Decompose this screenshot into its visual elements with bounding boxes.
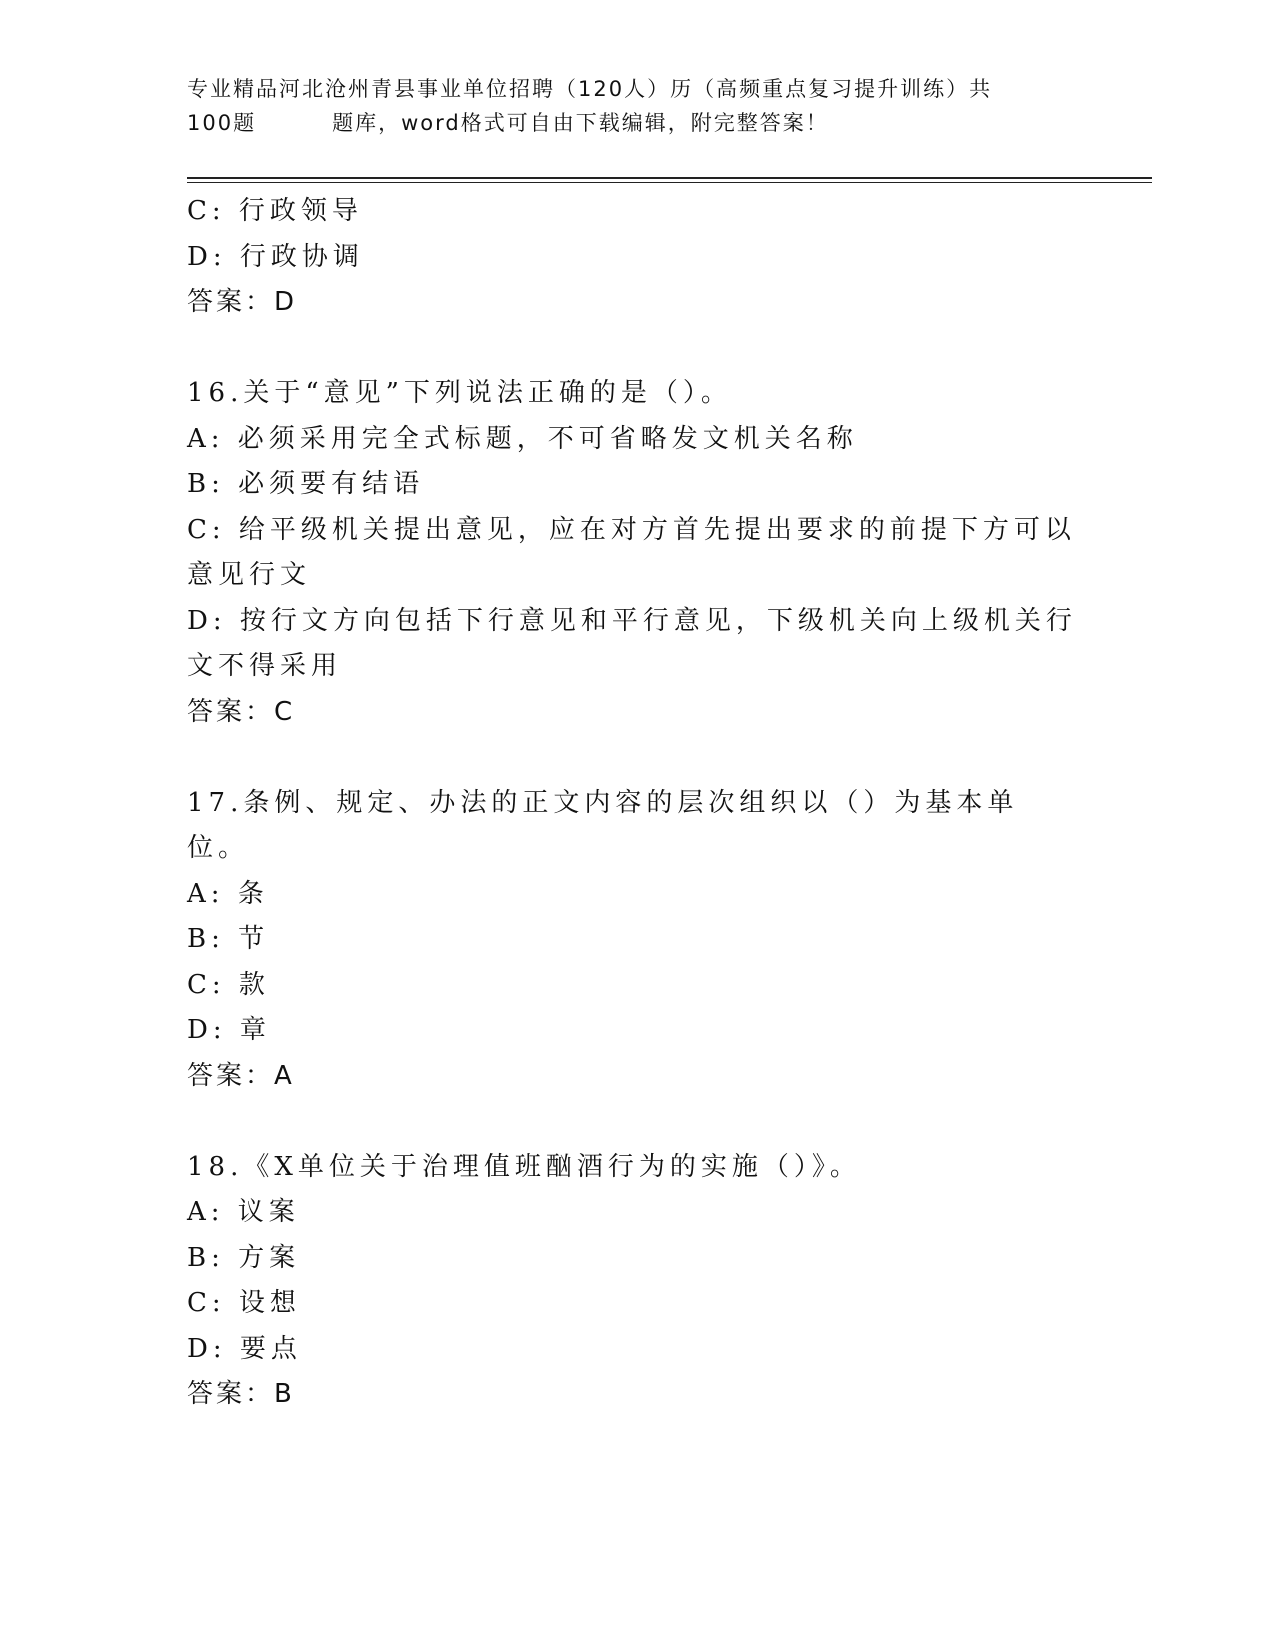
answer-line: 答案：C [187,696,296,727]
option-b: B: 方案 [187,1242,301,1273]
option-c: C: 给平级机关提出意见，应在对方首先提出要求的前提下方可以意见行文 [187,514,1076,590]
question-list [187,189,1077,1418]
question-stem: 16.关于“意见”下列说法正确的是（）。 [187,378,732,408]
header-question-count: 100题 [187,111,257,135]
option-c: C: 行政领导 [187,196,363,226]
header-title-line2 [187,106,1067,140]
answer-line: 答案：A [187,1060,295,1091]
option-a: A: 议案 [187,1197,300,1227]
option-d: D: 按行文方向包括下行意见和平行意见，下级机关向上级机关行文不得采用 [187,605,1077,681]
option-d: D: 要点 [187,1333,302,1364]
answer-line: 答案：B [187,1379,295,1409]
document-header [187,72,1067,140]
option-b: B: 必须要有结语 [187,469,425,499]
option-b: B: 节 [187,924,270,954]
question-stem: 18.《X单位关于治理值班酗酒行为的实施（）》。 [187,1151,861,1182]
option-c: C: 设想 [187,1288,301,1318]
spacer [187,326,1077,372]
option-c: C: 款 [187,969,270,1000]
header-title-line1: 专业精品河北沧州青县事业单位招聘（120人）历（高频重点复习提升训练）共 [187,77,993,101]
spacer [187,1099,1077,1145]
question-17 [187,781,1077,1100]
header-divider-thick [187,177,1152,179]
option-d: D: 行政协调 [187,241,364,272]
question-stem: 17.条例、规定、办法的正文内容的层次组织以（）为基本单位。 [187,787,1019,863]
header-description: 题库，word格式可自由下载编辑，附完整答案！ [332,111,829,135]
option-a: A: 条 [187,878,269,909]
answer-line: 答案：D [187,287,298,317]
question-18 [187,1145,1077,1418]
option-a: A: 必须采用完全式标题，不可省略发文机关名称 [187,423,858,454]
option-d: D: 章 [187,1015,271,1045]
spacer [187,735,1077,781]
question-15-continued [187,189,1077,326]
header-divider-thin [187,182,1152,183]
question-16 [187,371,1077,735]
